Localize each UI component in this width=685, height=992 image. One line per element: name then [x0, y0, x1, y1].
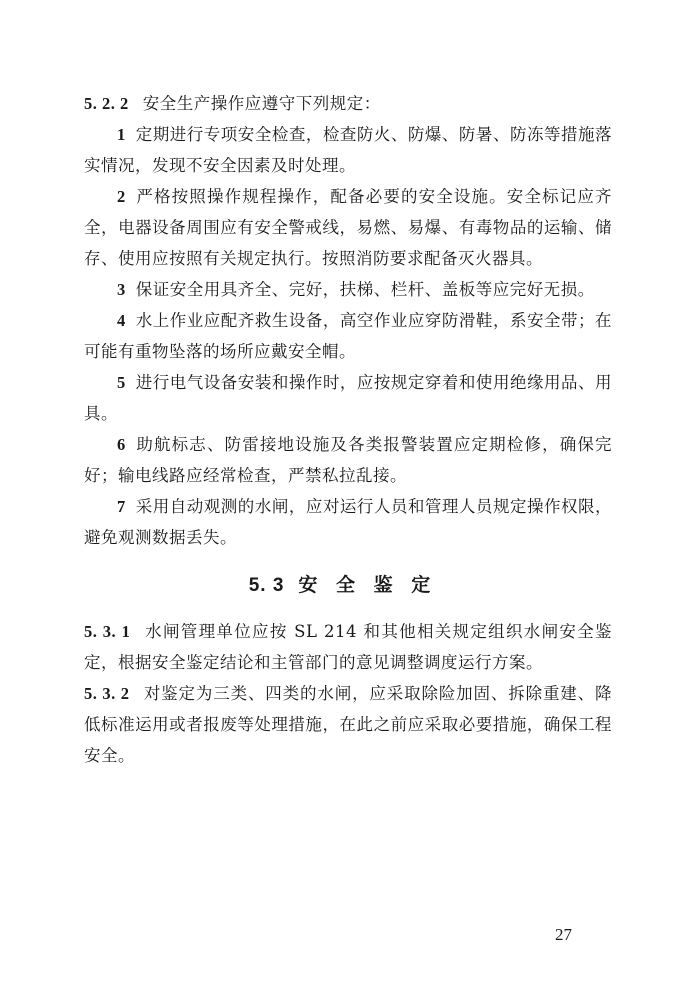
list-item [84, 274, 612, 305]
item-text: 定期进行专项安全检查，检查防火、防爆、防暑、防冻等措施落实情况，发现不安全因素及时处理。 [84, 125, 612, 175]
item-text: 采用自动观测的水闸，应对运行人员和管理人员规定操作权限，避免观测数据丢失。 [84, 497, 612, 547]
clause-5-2-2-block [84, 88, 612, 553]
section-title-text: 安 全 鉴 定 [298, 574, 437, 596]
clause-text: 安全生产操作应遵守下列规定： [142, 94, 381, 113]
item-number: 6 [117, 435, 126, 454]
item-number: 2 [117, 187, 126, 206]
clause-text: 水闸管理单位应按 SL 214 和其他相关规定组织水闸安全鉴定，根据安全鉴定结论和主管部门的意见调整调度运行方案。 [84, 622, 613, 672]
item-text: 助航标志、防雷接地设施及各类报警装置应定期检修，确保完好；输电线路应经常检查，严禁私拉乱接。 [84, 435, 612, 485]
list-item [84, 491, 612, 553]
item-number: 7 [117, 497, 126, 516]
clause-number: 5. 3. 1 [84, 622, 131, 641]
list-item [84, 181, 612, 274]
clause-5-3-1 [84, 616, 612, 678]
clause-5-3-2 [84, 678, 612, 771]
clause-5-2-2 [84, 88, 612, 119]
item-text: 保证安全用具齐全、完好，扶梯、栏杆、盖板等应完好无损。 [135, 280, 595, 299]
item-number: 5 [117, 373, 126, 392]
item-number: 1 [117, 125, 126, 144]
clause-number: 5. 3. 2 [84, 684, 130, 703]
list-item [84, 367, 612, 429]
clause-text: 对鉴定为三类、四类的水闸，应采取除险加固、拆除重建、降低标准运用或者报废等处理措施，在此之前应采取必要措施，确保工程安全。 [84, 684, 613, 765]
section-heading [0, 570, 685, 597]
list-item [84, 119, 612, 181]
item-number: 4 [117, 311, 126, 330]
item-text: 水上作业应配齐救生设备，高空作业应穿防滑鞋，系安全带；在可能有重物坠落的场所应戴安全帽。 [84, 311, 612, 361]
clause-number: 5. 2. 2 [84, 94, 129, 113]
list-item [84, 305, 612, 367]
list-item [84, 429, 612, 491]
section-5-3-block [84, 616, 612, 771]
page-number: 27 [555, 925, 572, 944]
item-number: 3 [117, 280, 126, 299]
item-text: 严格按照操作规程操作，配备必要的安全设施。安全标记应齐全，电器设备周围应有安全警戒线，易燃、易爆、有毒物品的运输、储存、使用应按照有关规定执行。按照消防要求配备灭火器具。 [84, 187, 612, 268]
item-text: 进行电气设备安装和操作时，应按规定穿着和使用绝缘用品、用具。 [84, 373, 612, 423]
section-number: 5. 3 [248, 575, 285, 596]
